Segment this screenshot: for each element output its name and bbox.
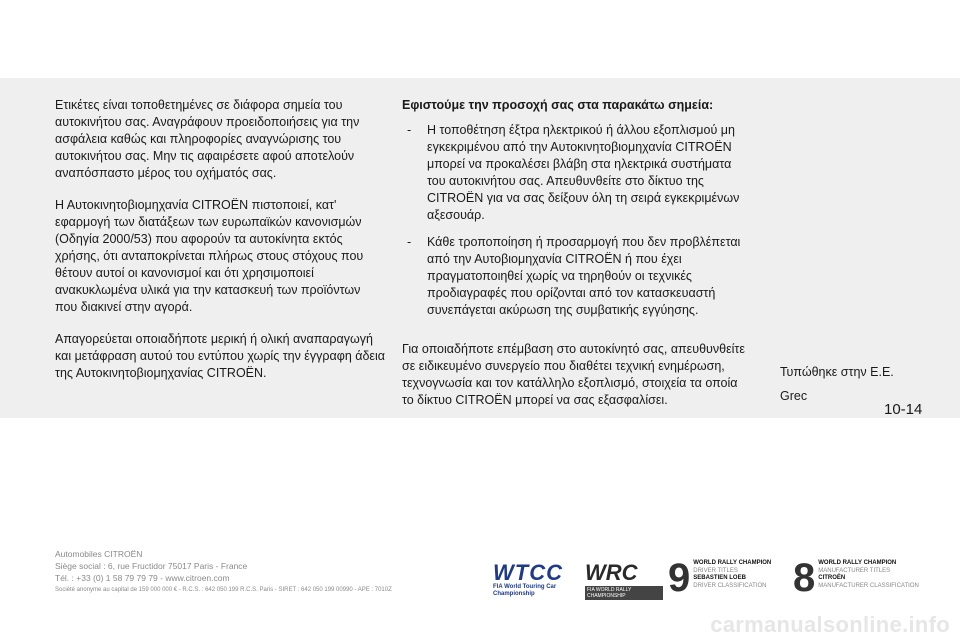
bullet-dash: -: [407, 123, 412, 137]
company-seat: Siège social : 6, rue Fructidor 75017 Paris - France: [55, 561, 248, 571]
attention-heading: Εφιστούμε την προσοχή σας στα παρακάτω σημεία:: [402, 98, 714, 112]
company-legal: Société anonyme au capital de 159 000 000 € - R.C.S. : 642 050 199 R.C.S. Paris - SIRET : 642 050 199 00990 - APE : 7010Z: [55, 587, 392, 593]
bullet-dash: -: [407, 235, 412, 249]
manufacturer-line-3: CITROËN: [818, 575, 846, 581]
company-name: Automobiles CITROËN: [55, 549, 143, 559]
manufacturer-title-lines: [818, 558, 919, 598]
wtcc-subtitle-2: Championship: [493, 591, 535, 597]
manufacturer-line-2: MANUFACTURER TITLES: [818, 567, 891, 574]
wtcc-wordmark: WTCC: [493, 560, 563, 585]
manufacturer-titles-number: 8: [793, 556, 816, 600]
company-phone: Tél. : +33 (0) 1 58 79 79 79 - www.citroen.com: [55, 573, 230, 583]
manufacturer-champion-logo: [793, 558, 919, 598]
labels-paragraph: Ετικέτες είναι τοποθετημένες σε διάφορα σημεία του αυτοκινήτου σας. Αναγράφουν προειδοποιήσεις για την ασφάλεια καθώς και πληροφορίες αναγνώρισης του αυτοκινήτου σας. Μην τις αφαιρέσετε αφού αποτελούν αναπόσπαστο μέρος του οχήματός σας.: [55, 98, 360, 180]
driver-line-3: SEBASTIEN LOEB: [693, 575, 746, 581]
wrc-bar: FIA WORLD RALLY CHAMPIONSHIP: [585, 586, 663, 600]
left-column: [55, 97, 385, 382]
list-item-text: Η τοποθέτηση έξτρα ηλεκτρικού ή άλλου εξοπλισμού μη εγκεκριμένου από την Αυτοκινητοβιομηχανία CITROËN μπορεί να προκαλέσει βλάβη στα ηλεκτρικά συστήματα του αυτοκινήτου σας. Απευθυνθείτε στο δίκτυο της CITROËN για να σας δείξουν όλη τη σειρά εγκεκριμένων αξεσουάρ.: [427, 123, 740, 222]
recycling-paragraph: Η Αυτοκινητοβιομηχανία CITROËN πιστοποιεί, κατ' εφαρμογή των διατάξεων των ευρωπαϊκών κανονισμών (Οδηγία 2000/53) που αφορούν τα αυτοκίνητα εκτός χρήσης, ότι ανταποκρίνεται πλήρως στους στόχους που θέτουν αυτοί οι κανονισμοί και ότι χρησιμοποιεί ανακυκλωμένα υλικά για την κατασκευή των προϊόντων που διακινεί στην αγορά.: [55, 198, 364, 314]
company-address: [55, 548, 392, 596]
list-item-text: Κάθε τροποποίηση ή προσαρμογή που δεν προβλέπεται από την Αυτοβιομηχανία CITROËN ή που έχει πραγματοποιηθεί χωρίς να τηρηθούν οι τεχνικές προδιαγραφές που ορίζονται από τον κατασκευαστή συνεπάγεται ακύρωση της συμβατικής εγγύησης.: [427, 235, 741, 317]
list-item: [402, 234, 752, 319]
wtcc-logo: [493, 562, 573, 602]
right-column: [402, 97, 752, 409]
list-item: [402, 122, 752, 224]
page-number: 10-14: [884, 401, 923, 418]
wrc-wordmark: WRC: [585, 560, 638, 585]
wrc-logo: [585, 562, 663, 602]
manufacturer-line-4: MANUFACTURER CLASSIFICATION: [818, 582, 919, 589]
copyright-paragraph: Απαγορεύεται οποιαδήποτε μερική ή ολική αναπαραγωγή και μετάφραση αυτού του εντύπου χωρίς την έγγραφη άδεια της Αυτοκινητοβιομηχανίας CITROËN.: [55, 332, 386, 380]
attention-list: [402, 122, 752, 319]
driver-line-1: WORLD RALLY CHAMPION: [693, 560, 772, 566]
wtcc-subtitle-1: FIA World Touring Car: [493, 584, 557, 590]
site-watermark: carmanualsonline.info: [710, 612, 950, 637]
service-paragraph: Για οποιαδήποτε επέμβαση στο αυτοκίνητό σας, απευθυνθείτε σε ειδικευμένο συνεργείο που διαθέτει τεχνική ενημέρωση, τεχνογνωσία και τον κατάλληλο εξοπλισμό, στοιχεία τα οποία το δίκτυο CITROËN μπορεί να σας εξασφαλίσει.: [402, 342, 745, 407]
printed-in-eu: Τυπώθηκε στην Ε.Ε.: [780, 365, 894, 379]
driver-champion-logo: [668, 558, 771, 598]
driver-titles-number: 9: [668, 556, 691, 600]
printed-info: [780, 360, 894, 408]
manufacturer-line-1: WORLD RALLY CHAMPION: [818, 560, 897, 566]
driver-line-4: DRIVER CLASSIFICATION: [693, 582, 767, 589]
driver-line-2: DRIVER TITLES: [693, 567, 738, 574]
language-code: Grec: [780, 389, 808, 403]
driver-title-lines: [693, 558, 771, 598]
